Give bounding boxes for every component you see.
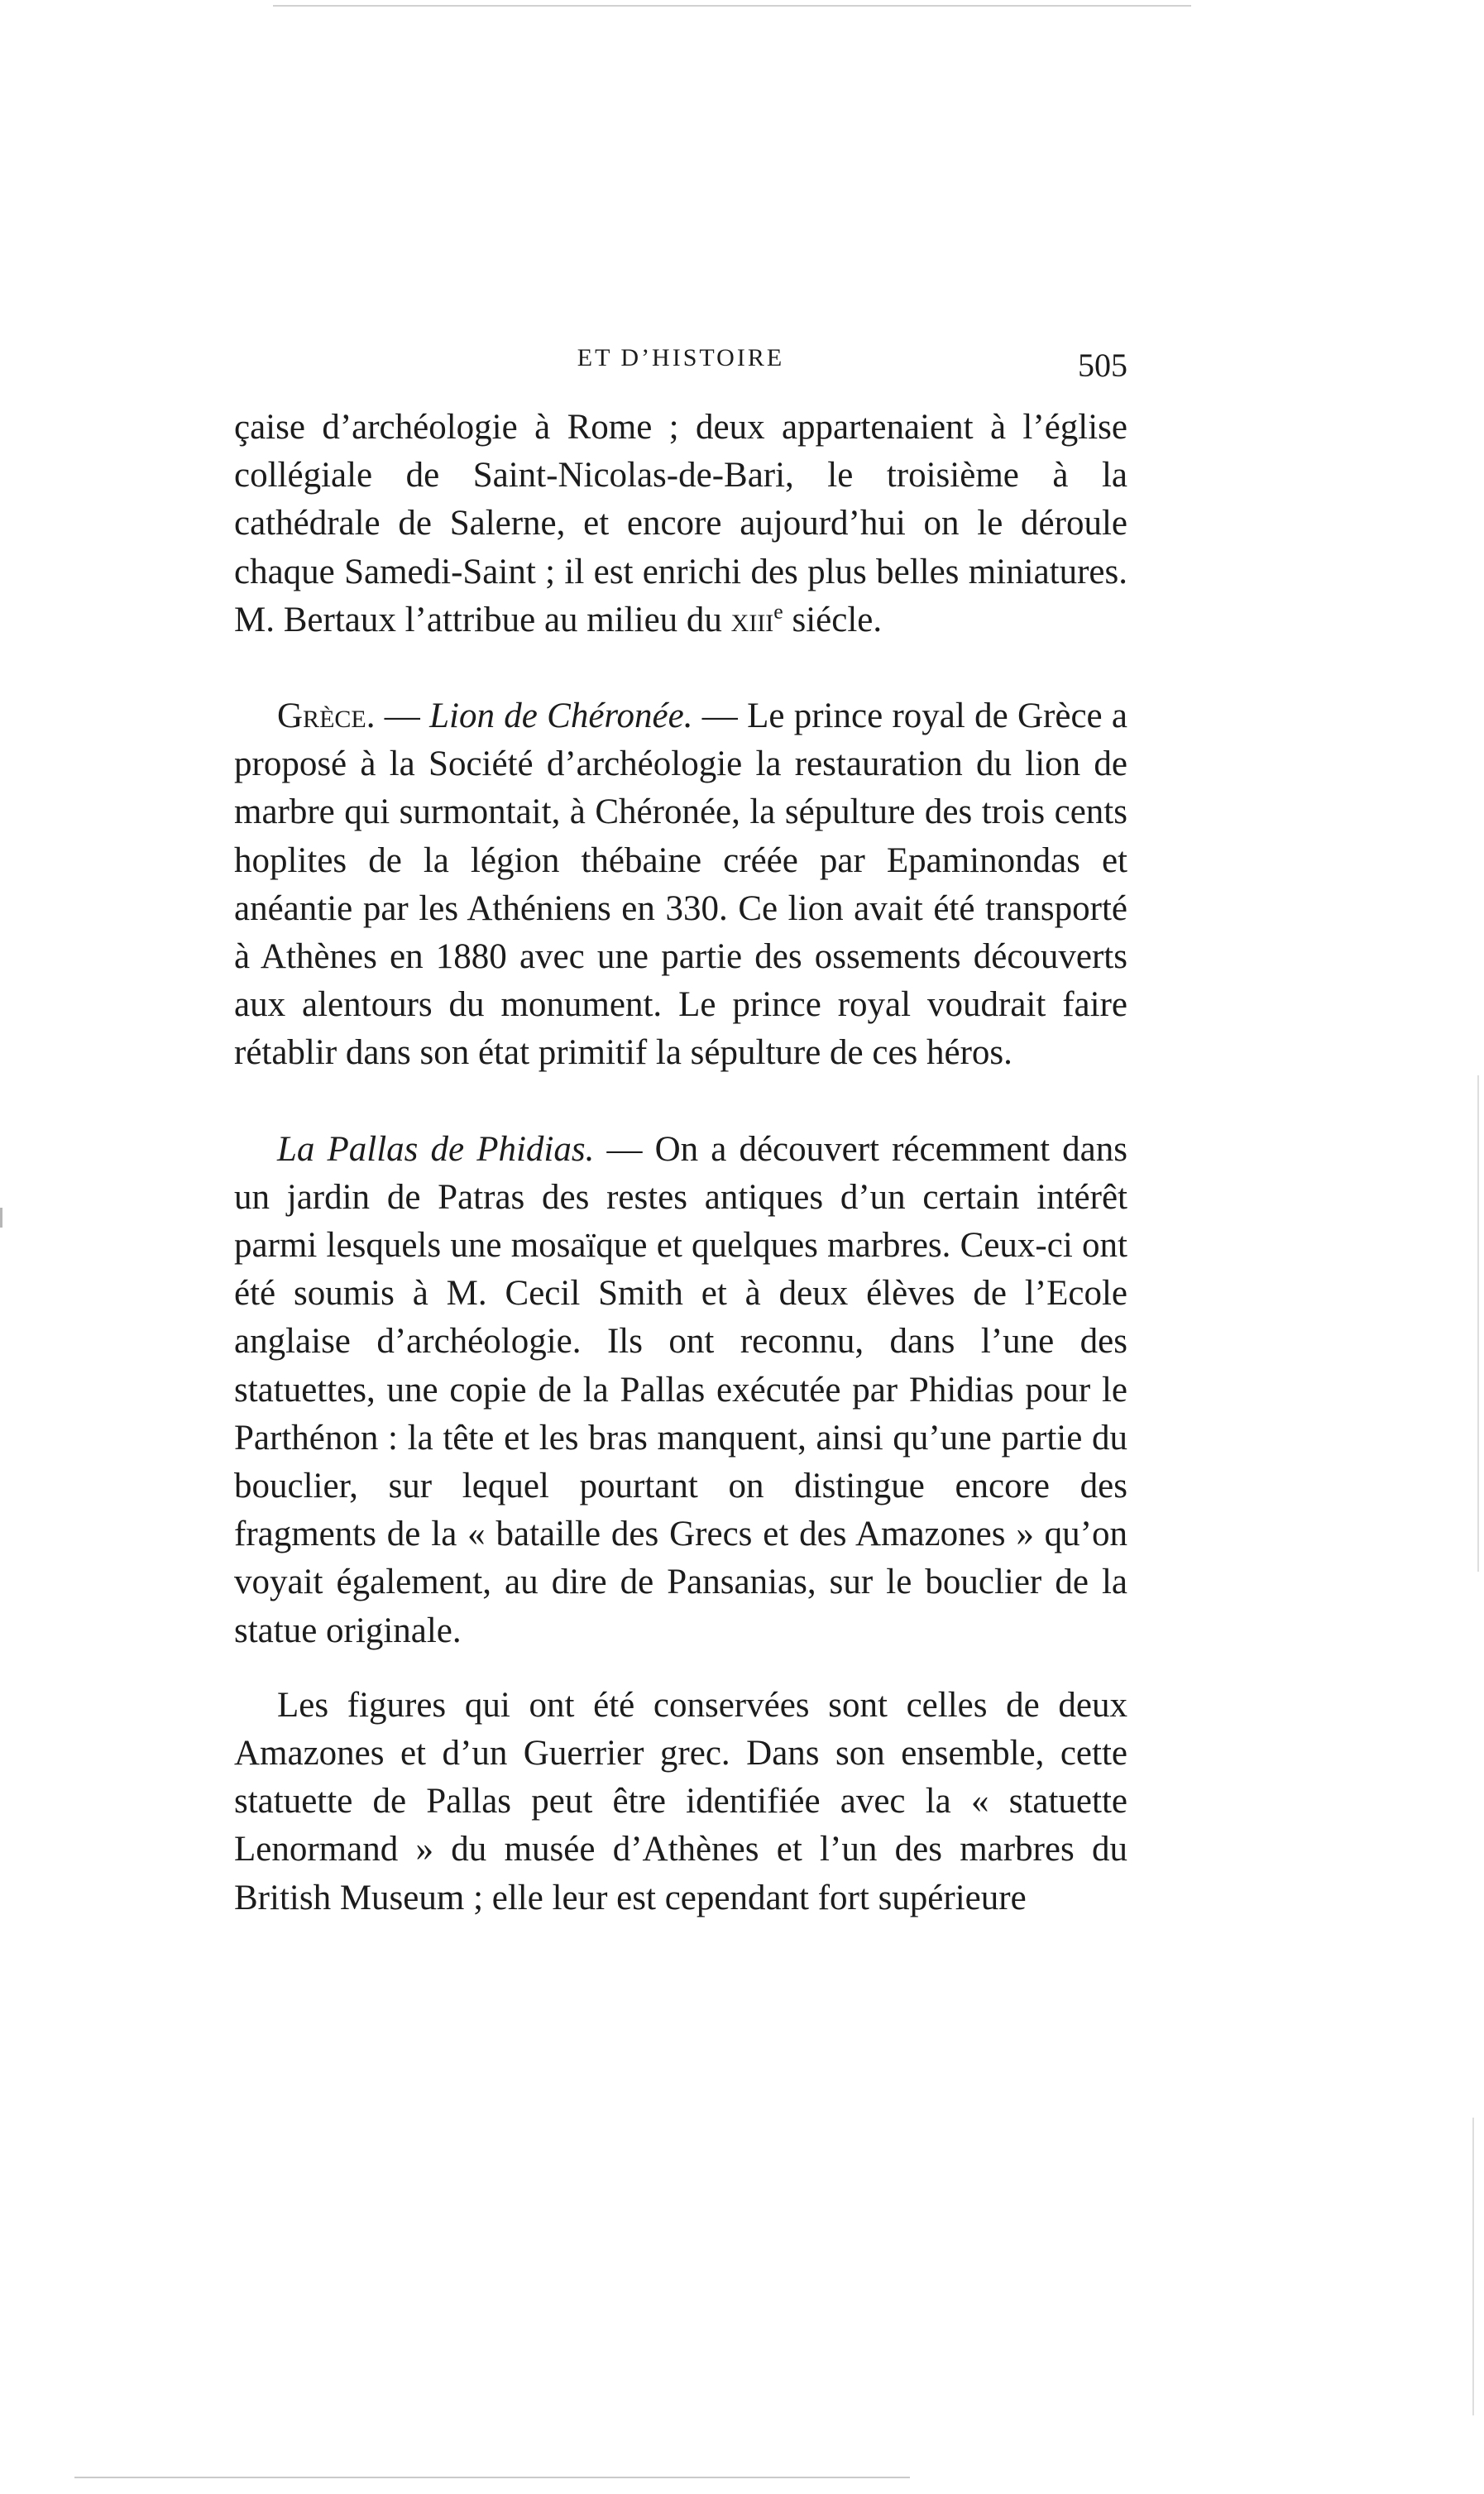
paragraph-1-end: siécle. <box>783 600 883 639</box>
section-country: Grèce <box>277 697 366 736</box>
scan-right-edge-lower <box>1472 2118 1474 2415</box>
page-number: 505 <box>1078 347 1127 384</box>
running-title: ET D’HISTOIRE <box>577 344 785 371</box>
paragraph-1-text: çaise d’archéologie à Rome ; deux appartenaient à l’église collégiale de Saint-Nicolas-de-Bari, le troisième à la cathédrale de Salerne, et encore aujourd’hui on le déroule chaque Samedi-Saint ; il est enrichi des plus belles miniatures. M. Bertaux l’attribue au milieu du <box>234 408 1127 639</box>
paragraph-lion-de-cheronee <box>234 692 1127 1078</box>
heading-dash: — <box>692 697 748 736</box>
scan-bottom-edge <box>74 2477 910 2478</box>
century-superscript: e <box>773 599 783 624</box>
body-text <box>234 404 1127 1922</box>
scan-top-edge <box>273 5 1191 7</box>
century-numeral: xiii <box>730 600 774 639</box>
paragraph-4-text: Les figures qui ont été conservées sont celles de deux Amazones et d’un Guerrier grec. Dans son ensemble, cette statuette de Pallas peut être identifiée avec la « statuette Lenormand » du musée d’Athènes et l’un des marbres du British Museum ; elle leur est cependant fort supérieure <box>234 1685 1127 1917</box>
heading-dash: — <box>594 1129 655 1169</box>
scan-right-edge <box>1477 1075 1479 1572</box>
paragraph-continuation <box>234 404 1127 644</box>
paragraph-pallas-de-phidias <box>234 1126 1127 1655</box>
section-heading-pallas: La Pallas de Phidias. <box>277 1129 595 1169</box>
paragraph-3-text: On a découvert récemment dans un jardin de Patras des restes antiques d’un certain intérêt parmi lesquels une mosaïque et quelques marbres. Ceux-ci ont été soumis à M. Cecil Smith et à deux élèves de l’Ecole anglaise d’archéologie. Ils ont reconnu, dans l’une des statuettes, une copie de la Pallas exécutée par Phidias pour le Parthénon : la tête et les bras manquent, ainsi qu’une partie du bouclier, sur lequel pourtant on distingue encore des fragments de la « bataille des Grecs et des Amazones » qu’on voyait également, au dire de Pansanias, sur le bouclier de la statue originale. <box>234 1129 1128 1650</box>
scan-left-mark <box>0 1208 2 1228</box>
section-dash: . — <box>366 697 430 736</box>
paragraph-figures <box>234 1682 1127 1922</box>
running-head <box>234 337 1127 387</box>
section-heading-lion: Lion de Chéronée. <box>429 697 693 736</box>
paragraph-2-text: Le prince royal de Grèce a proposé à la Société d’archéologie la restauration du lion de marbre qui surmontait, à Chéronée, la sépulture des trois cents hoplites de la légion thébaine créée par Epaminondas et anéantie par les Athéniens en 330. Ce lion avait été transporté à Athènes en 1880 avec une partie des ossements découverts aux alentours du monument. Le prince royal voudrait faire rétablir dans son état primitif la sépulture de ces héros. <box>234 697 1128 1073</box>
